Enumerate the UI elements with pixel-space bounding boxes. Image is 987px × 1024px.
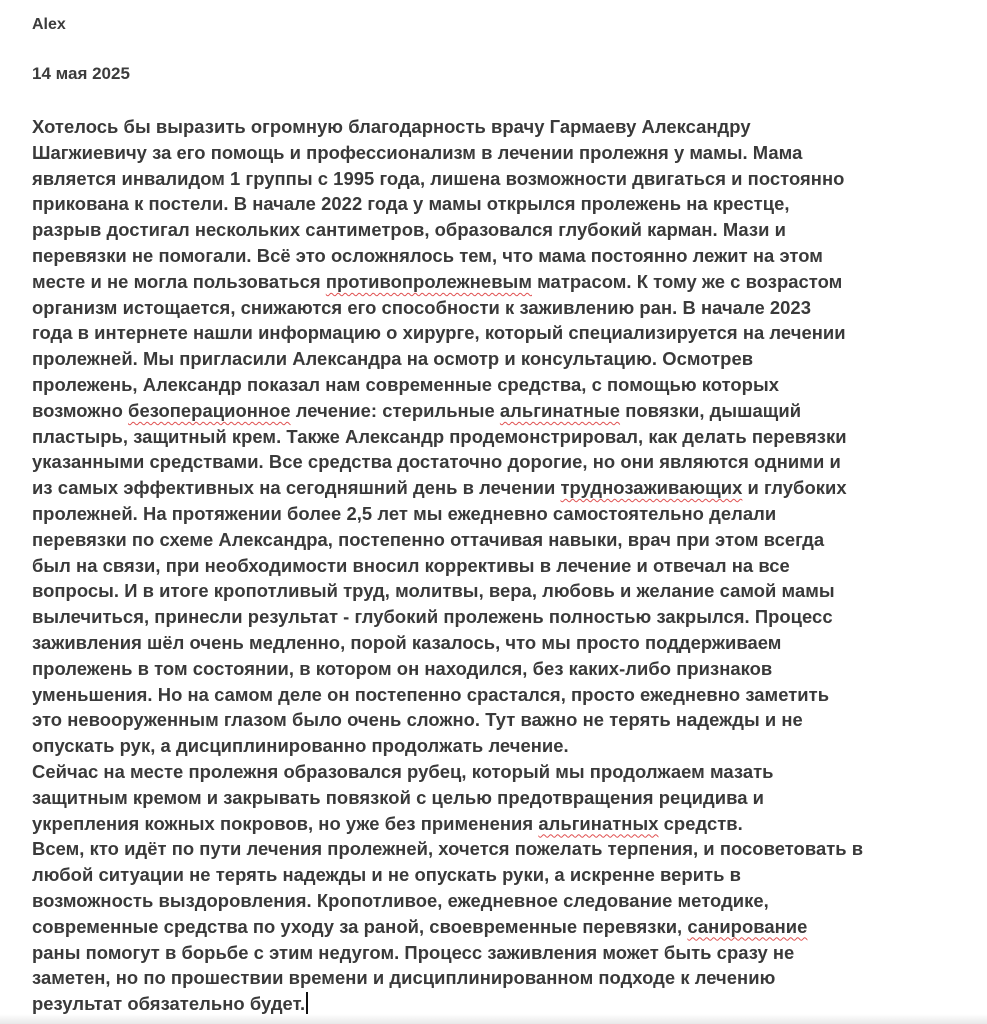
text-segment: указанными средствами. Все средства достаточно дорогие, но они являются одними и — [32, 451, 841, 473]
text-segment: вылечиться, принесли результат - глубокий пролежень полностью закрылся. Процесс — [32, 606, 833, 628]
text-segment: пролежень, Александр показал нам современные средства, с помощью которых — [32, 373, 779, 395]
text-segment: Хотелось бы выразить огромную благодарность врачу Гармаеву Александру — [32, 116, 751, 137]
text-segment: заживления шёл очень медленно, порой казалось, что мы просто поддерживаем — [32, 631, 782, 653]
text-line — [32, 217, 982, 243]
text-line — [32, 553, 982, 579]
text-segment: и глубоких — [742, 477, 847, 499]
text-segment: Сейчас на месте пролежня образовался рубец, который мы продолжаем мазать — [32, 760, 774, 782]
text-line — [32, 888, 982, 914]
text-segment: средств. — [658, 812, 743, 834]
text-segment: года в интернете нашли информацию о хирурге, который специализируется на лечении — [32, 322, 846, 344]
text-segment: матрасом. К тому же с возрастом — [531, 270, 843, 292]
text-segment: пролежень в том состоянии, в котором он находился, без каких-либо признаков — [32, 657, 773, 679]
text-cursor — [306, 992, 308, 1014]
spellcheck-word: альгинатные — [499, 399, 621, 421]
text-line — [32, 191, 982, 217]
text-line — [32, 862, 982, 888]
text-line — [32, 965, 982, 991]
text-segment: перевязки не помогали. Всё это осложнялось тем, что мама постоянно лежит на этом — [32, 244, 823, 266]
text-line — [32, 243, 982, 269]
text-segment: современные средства по уходу за раной, своевременные перевязки, — [32, 915, 688, 937]
text-segment: пролежней. На протяжении более 2,5 лет мы ежедневно самостоятельно делали — [32, 502, 777, 524]
spellcheck-word: санирование — [687, 915, 808, 937]
text-segment: месте и не могла пользоваться — [32, 270, 326, 292]
text-segment: это невооруженным глазом было очень сложно. Тут важно не терять надежды и не — [32, 709, 803, 731]
text-segment: разрыв достигал нескольких сантиметров, образовался глубокий карман. Мази и — [32, 219, 786, 241]
text-segment: повязки, дышащий — [620, 399, 802, 421]
text-segment: пластырь, защитный крем. Также Александр продемонстрировал, как делать перевязки — [32, 425, 847, 447]
text-line — [32, 836, 982, 862]
spellcheck-word: безоперационное — [128, 399, 291, 421]
text-segment: укрепления кожных покровов, но уже без применения — [32, 812, 539, 834]
text-segment: любой ситуации не терять надежды и не опускать руки, а искренне верить в — [32, 864, 741, 886]
text-segment: уменьшения. Но на самом деле он постепенно срастался, просто ежедневно заметить — [32, 683, 830, 705]
text-line — [32, 449, 982, 475]
bottom-edge-shadow — [0, 1014, 987, 1024]
text-line — [32, 630, 982, 656]
text-segment: из самых эффективных на сегодняшний день в лечении — [32, 477, 561, 499]
text-segment: опускать рук, а дисциплинированно продолжать лечение. — [32, 735, 569, 757]
text-line — [32, 424, 982, 450]
text-segment: защитным кремом и закрывать повязкой с целью предотвращения рецидива и — [32, 786, 764, 808]
text-line — [32, 398, 982, 424]
text-segment: является инвалидом 1 группы с 1995 года, лишена возможности двигаться и постоянно — [32, 167, 845, 189]
spellcheck-word: альгинатных — [538, 812, 659, 834]
text-line — [32, 759, 982, 785]
text-segment: возможность выздоровления. Кропотливое, ежедневное следование методике, — [32, 889, 769, 911]
text-line — [32, 501, 982, 527]
document-date: 14 мая 2025 — [32, 64, 130, 83]
text-line — [32, 475, 982, 501]
text-line — [32, 372, 982, 398]
text-line — [32, 940, 982, 966]
text-segment: Всем, кто идёт по пути лечения пролежней, хочется пожелать терпения, и посоветовать в — [32, 838, 864, 860]
text-segment: заметен, но по прошествии времени и дисциплинированном подходе к лечению — [32, 967, 776, 989]
text-segment: прикована к постели. В начале 2022 года у мамы открылся пролежень на крестце, — [32, 193, 790, 215]
text-segment: раны помогут в борьбе с этим недугом. Процесс заживления может быть сразу не — [32, 941, 795, 963]
text-line — [32, 707, 982, 733]
author-name: Alex — [32, 16, 66, 33]
text-segment: результат обязательно будет. — [32, 993, 306, 1015]
text-line — [32, 140, 982, 166]
text-segment: вопросы. И в итоге кропотливый труд, молитвы, вера, любовь и желание самой мамы — [32, 580, 835, 602]
text-segment: лечение: стерильные — [290, 399, 500, 421]
text-line — [32, 320, 982, 346]
text-line — [32, 166, 982, 192]
text-segment: возможно — [32, 399, 129, 421]
text-line — [32, 733, 982, 759]
text-line — [32, 295, 982, 321]
text-line — [32, 914, 982, 940]
text-line — [32, 527, 982, 553]
text-line — [32, 811, 982, 837]
spellcheck-word: противопролежневым — [325, 270, 532, 292]
text-line — [32, 682, 982, 708]
document-page[interactable] — [32, 0, 982, 1017]
text-line — [32, 604, 982, 630]
text-segment: был на связи, при необходимости вносил коррективы в лечение и отвечал на все — [32, 554, 790, 576]
text-line — [32, 578, 982, 604]
text-line — [32, 785, 982, 811]
text-line — [32, 114, 982, 140]
text-segment: перевязки по схеме Александра, постепенно оттачивая навыки, врач при этом всегда — [32, 528, 825, 550]
text-segment: Шагжиевичу за его помощь и профессионализм в лечении пролежня у мамы. Мама — [32, 141, 803, 163]
text-line — [32, 656, 982, 682]
text-segment: пролежней. Мы пригласили Александра на осмотр и консультацию. Осмотрев — [32, 348, 754, 370]
text-line — [32, 269, 982, 295]
text-segment: организм истощается, снижаются его способности к заживлению ран. В начале 2023 — [32, 296, 811, 318]
text-line — [32, 346, 982, 372]
spellcheck-word: труднозаживающих — [560, 477, 743, 499]
document-body[interactable] — [32, 114, 982, 1017]
